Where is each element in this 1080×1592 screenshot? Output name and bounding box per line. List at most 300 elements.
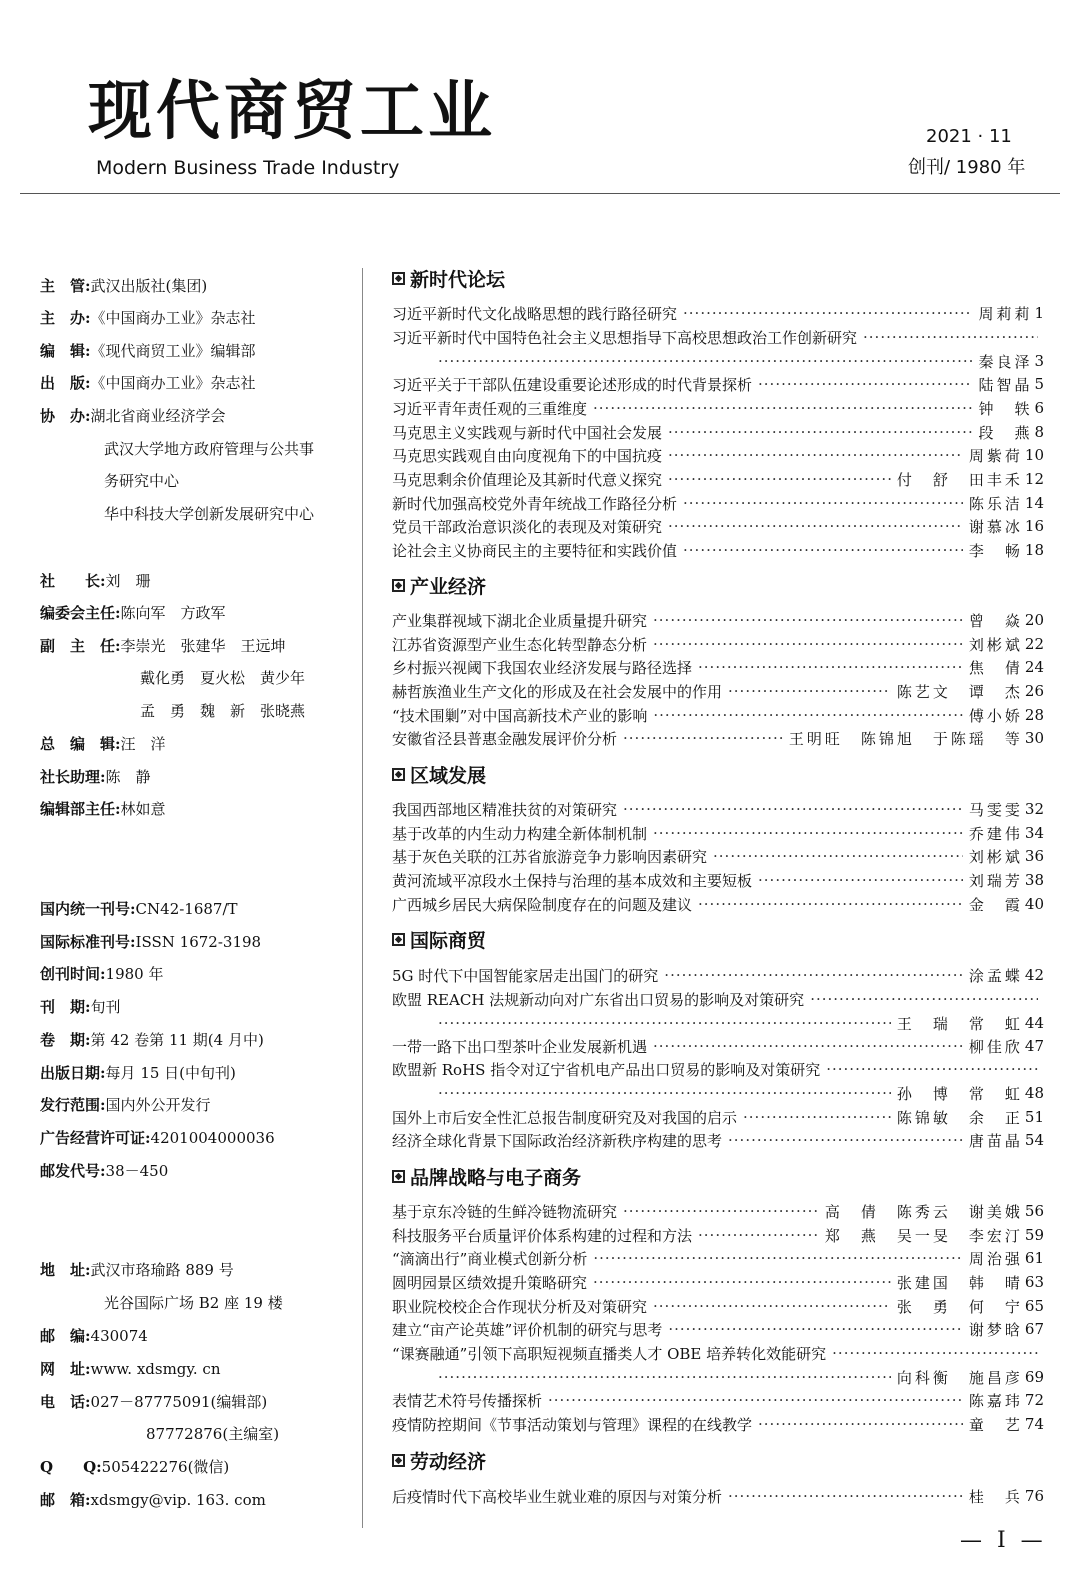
dot-leader (438, 352, 972, 370)
article-authors: 马雯雯 (968, 800, 1023, 819)
article-title: 产业集群视域下湖北企业质量提升研究 (392, 611, 648, 630)
info-label: Q Q: (40, 1458, 102, 1476)
info-row (40, 1395, 267, 1410)
article-authors: 焦 倩 (968, 658, 1023, 677)
info-label: 卷 期: (40, 1031, 91, 1049)
article-page: 12 (1024, 470, 1044, 488)
toc-entry[interactable] (392, 1200, 1044, 1222)
toc-entry-continued[interactable] (432, 350, 1044, 372)
info-value: 505422276(微信) (101, 1458, 230, 1476)
toc-entry[interactable] (392, 1035, 1044, 1057)
info-value-continued: 戴化勇 夏火松 黄少年 (140, 669, 306, 687)
article-authors: 陆智晶 (978, 375, 1033, 394)
info-row (40, 606, 226, 621)
toc-entry[interactable] (392, 727, 1044, 749)
info-row (40, 802, 166, 817)
article-authors: 曾 焱 (968, 611, 1023, 630)
info-value: 武汉市珞瑜路 889 号 (90, 1261, 234, 1279)
toc-entry[interactable] (392, 421, 1044, 443)
article-authors: 唐苗晶 (968, 1131, 1023, 1150)
section-title: 品牌战略与电子商务 (410, 1166, 582, 1189)
info-value-continued: 孟 勇 魏 新 张晓燕 (140, 702, 306, 720)
info-value: 《中国商办工业》杂志社 (90, 309, 256, 327)
article-title: 科技服务平台质量评价体系构建的过程和方法 (392, 1226, 693, 1245)
info-row (40, 1164, 168, 1179)
info-value: 第 42 卷第 11 期(4 月中) (90, 1031, 264, 1049)
article-page: 28 (1024, 706, 1044, 724)
dot-leader (664, 966, 963, 984)
journal-title-english: Modern Business Trade Industry (96, 157, 400, 179)
info-value: ISSN 1672-3198 (135, 933, 262, 951)
article-page: 3 (1034, 352, 1044, 370)
article-authors: 谢慕冰 (968, 517, 1023, 536)
info-value: 每月 15 日(中旬刊) (105, 1064, 236, 1082)
info-row (40, 1362, 221, 1377)
info-value: 027－87775091(编辑部) (90, 1393, 268, 1411)
toc-entry[interactable] (392, 822, 1044, 844)
article-page: 76 (1024, 1487, 1044, 1505)
dot-leader (863, 328, 1038, 346)
article-page: 42 (1024, 966, 1044, 984)
article-title: 新时代加强高校党外青年统战工作路径分析 (392, 494, 678, 513)
article-authors: 王明旺 陈锦旭 于陈瑶 等 (788, 729, 1023, 748)
section-heading (392, 266, 505, 290)
founded-year: 创刊/ 1980 年 (908, 157, 1026, 178)
article-authors: 周紫荷 (968, 446, 1023, 465)
info-row (40, 737, 166, 752)
section-heading (392, 573, 486, 597)
info-value: 刘 珊 (105, 572, 151, 590)
section-marker-icon (392, 272, 405, 285)
article-title: 马克思主义实践观与新时代中国社会发展 (392, 423, 663, 442)
article-page: 34 (1024, 824, 1044, 842)
info-label: 刊 期: (40, 998, 91, 1016)
section-marker-icon (392, 579, 405, 592)
dot-leader (698, 895, 963, 913)
dot-leader (728, 682, 891, 700)
article-title: 职业院校校企合作现状分析及对策研究 (392, 1297, 648, 1316)
info-label: 主 管: (40, 277, 91, 295)
article-title: “滴滴出行”商业模式创新分析 (392, 1249, 588, 1268)
info-value: 湖北省商业经济学会 (90, 407, 226, 425)
info-label: 邮发代号: (40, 1162, 106, 1180)
article-title: 党员干部政治意识淡化的表现及对策研究 (392, 517, 663, 536)
info-value: www. xdsmgy. cn (90, 1360, 221, 1378)
info-label: 创刊时间: (40, 965, 106, 983)
article-title: 习近平青年责任观的三重维度 (392, 399, 588, 418)
toc-entry-continued[interactable] (432, 1012, 1044, 1034)
toc-entry[interactable] (392, 633, 1044, 655)
info-row (40, 1098, 211, 1113)
info-value: 李崇光 张建华 王远坤 (120, 637, 286, 655)
info-row (40, 902, 238, 917)
article-title: 乡村振兴视阈下我国农业经济发展与路径选择 (392, 658, 693, 677)
section-marker-icon (392, 1170, 405, 1183)
info-row (40, 1493, 266, 1508)
section-title: 区域发展 (410, 764, 487, 787)
dot-leader (743, 1108, 891, 1126)
info-value: 《中国商办工业》杂志社 (90, 374, 256, 392)
article-authors: 段 燕 (978, 423, 1033, 442)
article-authors: 陈艺文 谭 杰 (896, 682, 1023, 701)
article-title: 欧盟 REACH 法规新动向对广东省出口贸易的影响及对策研究 (392, 990, 805, 1009)
column-divider (362, 268, 363, 1528)
article-title: 习近平关于干部队伍建设重要论述形成的时代背景探析 (392, 375, 753, 394)
dot-leader (668, 1320, 963, 1338)
info-row (40, 770, 151, 785)
article-authors: 刘彬斌 (968, 635, 1023, 654)
article-title: 马克思剩余价值理论及其新时代意义探究 (392, 470, 663, 489)
article-page: 24 (1024, 658, 1044, 676)
info-row (40, 574, 151, 589)
info-label: 国内统一刊号: (40, 900, 136, 918)
article-title: 疫情防控期间《节事活动策划与管理》课程的在线教学 (392, 1415, 753, 1434)
info-row (40, 279, 207, 294)
dot-leader (683, 494, 963, 512)
info-label: 邮 编: (40, 1327, 91, 1345)
info-value-continued: 光谷国际广场 B2 座 19 楼 (104, 1294, 283, 1312)
dot-leader (668, 423, 972, 441)
info-label: 国际标准刊号: (40, 933, 136, 951)
toc-entry[interactable] (392, 1271, 1044, 1293)
toc-entry[interactable] (392, 326, 1044, 348)
article-page: 61 (1024, 1249, 1044, 1267)
section-title: 新时代论坛 (410, 268, 506, 291)
article-page: 8 (1034, 423, 1044, 441)
section-heading (392, 1164, 581, 1188)
article-page: 14 (1024, 494, 1044, 512)
article-title: “课赛融通”引领下高职短视频直播类人才 OBE 培养转化效能研究 (392, 1344, 827, 1363)
dot-leader (683, 304, 972, 322)
info-row (40, 1263, 234, 1278)
section-heading (392, 762, 486, 786)
toc-entry[interactable] (392, 798, 1044, 820)
article-title: 习近平新时代文化战略思想的践行路径研究 (392, 304, 678, 323)
info-value: 430074 (90, 1327, 148, 1345)
toc-entry[interactable] (392, 845, 1044, 867)
info-row (40, 1066, 236, 1081)
toc-entry[interactable] (392, 302, 1044, 324)
dot-leader (623, 729, 783, 747)
dot-leader (438, 1368, 891, 1386)
info-row (40, 1131, 275, 1146)
info-value-continued: 87772876(主编室) (146, 1425, 280, 1443)
info-value: 38－450 (105, 1162, 169, 1180)
toc-entry[interactable] (392, 1058, 1044, 1080)
article-authors: 张 勇 何 宁 (896, 1297, 1023, 1316)
dot-leader (593, 1273, 891, 1291)
article-authors: 柳佳欣 (968, 1037, 1023, 1056)
article-authors: 张建国 韩 晴 (896, 1273, 1023, 1292)
dot-leader (683, 541, 963, 559)
info-label: 编委会主任: (40, 604, 121, 622)
info-value: 国内外公开发行 (105, 1096, 211, 1114)
article-title: 建立“亩产论英雄”评价机制的研究与思考 (392, 1320, 663, 1339)
dot-leader (438, 1014, 891, 1032)
article-authors: 陈嘉玮 (968, 1391, 1023, 1410)
toc-entry[interactable] (392, 539, 1044, 561)
article-page: 30 (1024, 729, 1044, 747)
toc-entry[interactable] (392, 704, 1044, 726)
article-authors: 刘瑞芳 (968, 871, 1023, 890)
dot-leader (653, 706, 963, 724)
article-page: 44 (1024, 1014, 1044, 1032)
info-label: 编 辑: (40, 342, 91, 360)
dot-leader (826, 1060, 1038, 1078)
section-title: 国际商贸 (410, 929, 487, 952)
article-authors: 周治强 (968, 1249, 1023, 1268)
info-label: 社 长: (40, 572, 106, 590)
info-label: 社长助理: (40, 768, 106, 786)
article-page: 72 (1024, 1391, 1044, 1409)
article-authors: 郑 燕 吴一旻 李宏汀 (824, 1226, 1023, 1245)
toc-entry-continued[interactable] (432, 1082, 1044, 1104)
toc-entry[interactable] (392, 373, 1044, 395)
toc-entry[interactable] (392, 893, 1044, 915)
info-value: 汪 洋 (120, 735, 166, 753)
section-marker-icon (392, 933, 405, 946)
dot-leader (548, 1391, 963, 1409)
section-marker-icon (392, 1454, 405, 1467)
article-authors: 傅小娇 (968, 706, 1023, 725)
article-authors: 孙 博 常 虹 (896, 1084, 1023, 1103)
info-label: 出 版: (40, 374, 91, 392)
toc-entry[interactable] (392, 468, 1044, 490)
toc-entry[interactable] (392, 1485, 1044, 1507)
article-authors: 李 畅 (968, 541, 1023, 560)
dot-leader (653, 1037, 963, 1055)
section-marker-icon (392, 768, 405, 781)
info-row (40, 1460, 229, 1475)
toc-entry[interactable] (392, 492, 1044, 514)
article-page: 40 (1024, 895, 1044, 913)
dot-leader (653, 635, 963, 653)
section-heading (392, 927, 486, 951)
info-label: 广告经营许可证: (40, 1129, 151, 1147)
dot-leader (653, 611, 963, 629)
article-authors: 秦良泽 (978, 352, 1033, 371)
toc-entry[interactable] (392, 988, 1044, 1010)
article-title: 后疫情时代下高校毕业生就业难的原因与对策分析 (392, 1487, 723, 1506)
article-page: 67 (1024, 1320, 1044, 1338)
info-label: 网 址: (40, 1360, 91, 1378)
info-row (40, 639, 286, 654)
article-title: 赫哲族渔业生产文化的形成及在社会发展中的作用 (392, 682, 723, 701)
dot-leader (728, 1131, 963, 1149)
info-value: 4201004000036 (150, 1129, 275, 1147)
info-label: 出版日期: (40, 1064, 106, 1082)
toc-entry[interactable] (392, 1342, 1044, 1364)
info-value: 1980 年 (105, 965, 164, 983)
info-label: 电 话: (40, 1393, 91, 1411)
dot-leader (758, 871, 963, 889)
dot-leader (623, 800, 963, 818)
article-authors: 钟 轶 (978, 399, 1033, 418)
toc-entry[interactable] (392, 1389, 1044, 1411)
dot-leader (653, 824, 963, 842)
article-page: 5 (1034, 375, 1044, 393)
article-authors: 王 瑞 常 虹 (896, 1014, 1023, 1033)
article-title: 表情艺术符号传播探析 (392, 1391, 543, 1410)
article-title: 欧盟新 RoHS 指令对辽宁省机电产品出口贸易的影响及对策研究 (392, 1060, 821, 1079)
info-value: 陈向军 方政军 (120, 604, 226, 622)
article-authors: 付 舒 田丰禾 (896, 470, 1023, 489)
article-page: 59 (1024, 1226, 1044, 1244)
toc-entry[interactable] (392, 397, 1044, 419)
toc-entry[interactable] (392, 1224, 1044, 1246)
article-authors: 高 倩 陈秀云 谢美娥 (824, 1202, 1023, 1221)
info-value: CN42-1687/T (135, 900, 238, 918)
article-authors: 童 艺 (968, 1415, 1023, 1434)
article-page: 22 (1024, 635, 1044, 653)
article-title: 习近平新时代中国特色社会主义思想指导下高校思想政治工作创新研究 (392, 328, 858, 347)
header-rule (20, 193, 1060, 194)
section-title: 劳动经济 (410, 1450, 487, 1473)
dot-leader (668, 446, 963, 464)
dot-leader (623, 1202, 819, 1220)
dot-leader (668, 470, 891, 488)
dot-leader (653, 1297, 891, 1315)
article-page: 48 (1024, 1084, 1044, 1102)
article-authors: 金 霞 (968, 895, 1023, 914)
info-value-continued: 华中科技大学创新发展研究中心 (104, 505, 315, 523)
dot-leader (728, 1487, 963, 1505)
article-page: 32 (1024, 800, 1044, 818)
article-page: 65 (1024, 1297, 1044, 1315)
article-page: 47 (1024, 1037, 1044, 1055)
dot-leader (698, 1226, 819, 1244)
article-title: 广西城乡居民大病保险制度存在的问题及建议 (392, 895, 693, 914)
toc-entry[interactable] (392, 1129, 1044, 1151)
info-row (40, 376, 256, 391)
dot-leader (668, 517, 963, 535)
info-label: 编辑部主任: (40, 800, 121, 818)
info-label: 主 办: (40, 309, 91, 327)
info-value: xdsmgy@vip. 163. com (90, 1491, 266, 1509)
dot-leader (758, 1415, 963, 1433)
article-page: 18 (1024, 541, 1044, 559)
info-label: 副 主 任: (40, 637, 121, 655)
info-label: 邮 箱: (40, 1491, 91, 1509)
article-page: 54 (1024, 1131, 1044, 1149)
toc-entry[interactable] (392, 964, 1044, 986)
article-title: 论社会主义协商民主的主要特征和实践价值 (392, 541, 678, 560)
article-authors: 陈锦敏 余 正 (896, 1108, 1023, 1127)
article-page: 63 (1024, 1273, 1044, 1291)
dot-leader (832, 1344, 1038, 1362)
info-row (40, 967, 164, 982)
info-row (40, 1033, 264, 1048)
article-title: 5G 时代下中国智能家居走出国门的研究 (392, 966, 659, 985)
section-title: 产业经济 (410, 575, 487, 598)
info-value: 旬刊 (90, 998, 121, 1016)
article-authors: 向科衡 施昌彦 (896, 1368, 1023, 1387)
info-row (40, 409, 226, 424)
toc-entry[interactable] (392, 869, 1044, 891)
article-page: 38 (1024, 871, 1044, 889)
article-title: 基于改革的内生动力构建全新体制机制 (392, 824, 648, 843)
toc-entry[interactable] (392, 1247, 1044, 1269)
article-page: 20 (1024, 611, 1044, 629)
article-authors: 涂孟蝶 (968, 966, 1023, 985)
dot-leader (593, 1249, 963, 1267)
article-page: 36 (1024, 847, 1044, 865)
section-heading (392, 1448, 486, 1472)
article-title: 安徽省泾县普惠金融发展评价分析 (392, 729, 618, 748)
article-title: “技术围剿”对中国高新技术产业的影响 (392, 706, 648, 725)
article-page: 10 (1024, 446, 1044, 464)
toc-entry[interactable] (392, 656, 1044, 678)
article-authors: 刘彬斌 (968, 847, 1023, 866)
dot-leader (810, 990, 1038, 1008)
article-title: 黄河流域平凉段水土保持与治理的基本成效和主要短板 (392, 871, 753, 890)
article-page: 51 (1024, 1108, 1044, 1126)
info-label: 总 编 辑: (40, 735, 121, 753)
info-value: 林如意 (120, 800, 166, 818)
journal-title: 现代商贸工业 (88, 74, 496, 149)
article-page: 56 (1024, 1202, 1044, 1220)
article-authors: 周莉莉 (978, 304, 1033, 323)
toc-entry[interactable] (392, 444, 1044, 466)
dot-leader (593, 399, 972, 417)
article-title: 圆明园景区绩效提升策略研究 (392, 1273, 588, 1292)
toc-entry[interactable] (392, 680, 1044, 702)
info-value-continued: 武汉大学地方政府管理与公共事 (104, 440, 315, 458)
toc-entry[interactable] (392, 515, 1044, 537)
toc-entry[interactable] (392, 1318, 1044, 1340)
article-page: 74 (1024, 1415, 1044, 1433)
article-title: 马克思实践观自由向度视角下的中国抗疫 (392, 446, 663, 465)
info-row (40, 1329, 148, 1344)
article-title: 我国西部地区精准扶贫的对策研究 (392, 800, 618, 819)
toc-entry[interactable] (392, 1295, 1044, 1317)
article-title: 基于京东冷链的生鲜冷链物流研究 (392, 1202, 618, 1221)
info-value: 武汉出版社(集团) (90, 277, 208, 295)
info-row (40, 1000, 121, 1015)
toc-entry[interactable] (392, 1106, 1044, 1128)
issue-number: 2021 · 11 (926, 126, 1012, 147)
article-title: 国外上市后安全性汇总报告制度研究及对我国的启示 (392, 1108, 738, 1127)
info-label: 协 办: (40, 407, 91, 425)
info-label: 地 址: (40, 1261, 91, 1279)
dot-leader (758, 375, 972, 393)
info-row (40, 311, 256, 326)
info-value: 陈 静 (105, 768, 151, 786)
dot-leader (698, 658, 963, 676)
dot-leader (438, 1084, 891, 1102)
dot-leader (713, 847, 963, 865)
article-authors: 乔建伟 (968, 824, 1023, 843)
info-row (40, 935, 261, 950)
info-row (40, 344, 256, 359)
article-page: 1 (1034, 304, 1044, 322)
toc-entry[interactable] (392, 609, 1044, 631)
info-label: 发行范围: (40, 1096, 106, 1114)
info-value-continued: 务研究中心 (104, 472, 180, 490)
article-page: 26 (1024, 682, 1044, 700)
toc-entry-continued[interactable] (432, 1366, 1044, 1388)
article-authors: 桂 兵 (968, 1487, 1023, 1506)
article-page: 69 (1024, 1368, 1044, 1386)
toc-entry[interactable] (392, 1413, 1044, 1435)
article-title: 江苏省资源型产业生态化转型静态分析 (392, 635, 648, 654)
article-title: 经济全球化背景下国际政治经济新秩序构建的思考 (392, 1131, 723, 1150)
article-title: 一带一路下出口型茶叶企业发展新机遇 (392, 1037, 648, 1056)
info-value: 《现代商贸工业》编辑部 (90, 342, 256, 360)
article-page: 6 (1034, 399, 1044, 417)
article-authors: 陈乐洁 (968, 494, 1023, 513)
article-page: 16 (1024, 517, 1044, 535)
